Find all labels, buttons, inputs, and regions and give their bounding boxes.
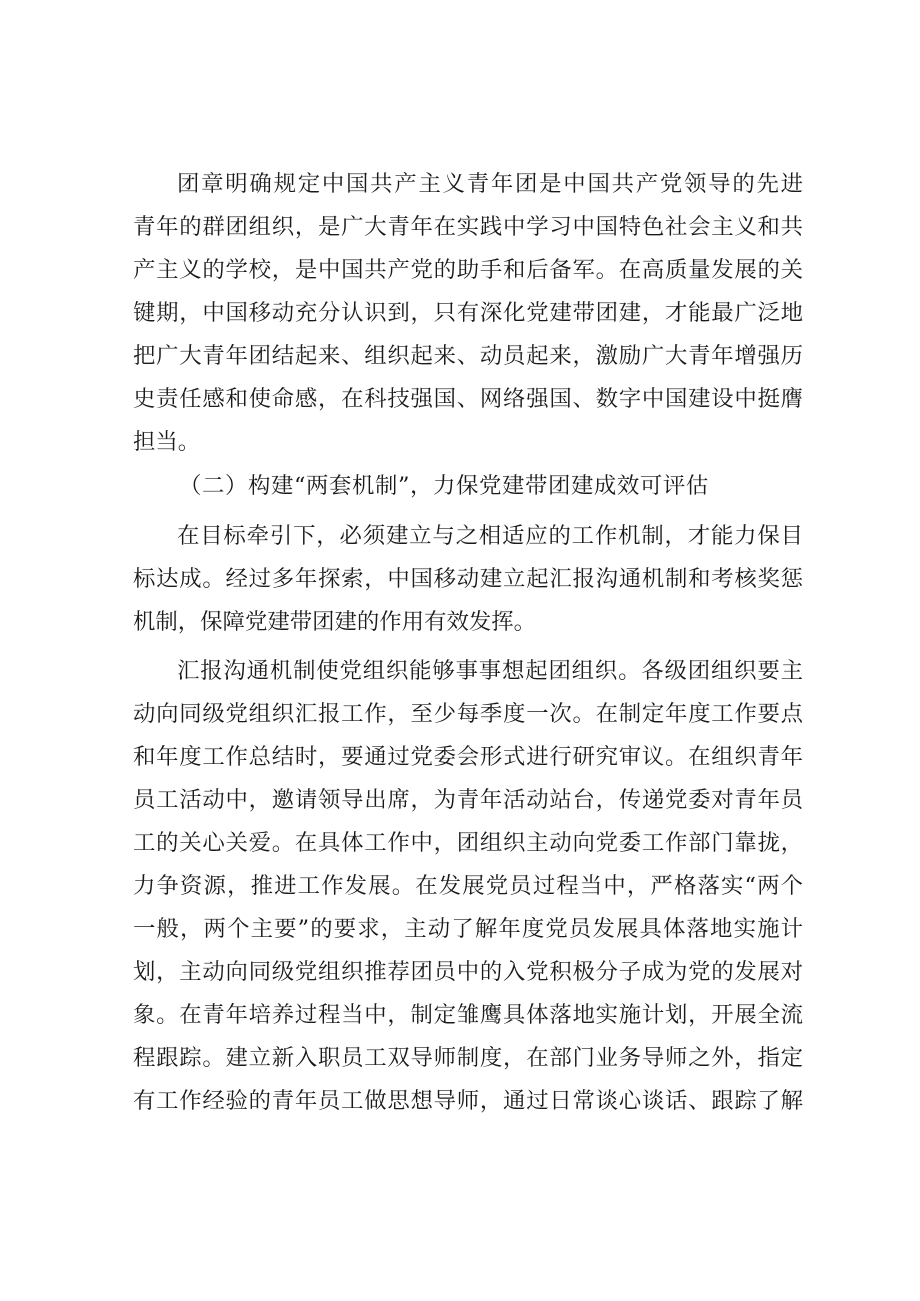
- section-heading: [133, 465, 803, 508]
- paragraph-line: 史责任感和使命感，在科技强国、网络强国、数字中国建设中挺膺: [133, 386, 803, 412]
- paragraph-1: [133, 163, 803, 464]
- paragraph-line: 和年度工作总结时，要通过党委会形式进行研究审议。在组织青年: [133, 744, 803, 770]
- paragraph-line: 员工活动中，邀请领导出席，为青年活动站台，传递党委对青年员: [133, 787, 803, 813]
- paragraph-line: 一般，两个主要”的要求，主动了解年度党员发展具体落地实施计: [133, 916, 803, 942]
- paragraph-line: 担当。: [133, 429, 201, 455]
- section-heading-text: （二）构建“两套机制”，力保党建带团建成效可评估: [179, 473, 709, 499]
- paragraph-line: 青年的群团组织，是广大青年在实践中学习中国特色社会主义和共: [133, 214, 803, 240]
- paragraph-line: 有工作经验的青年员工做思想导师，通过日常谈心谈话、跟踪了解: [133, 1088, 803, 1114]
- paragraph-line: 在目标牵引下，必须建立与之相适应的工作机制，才能力保目: [177, 523, 803, 549]
- paragraph-line: 标达成。经过多年探索，中国移动建立起汇报沟通机制和考核奖惩: [133, 566, 803, 592]
- paragraph-line: 汇报沟通机制使党组织能够事事想起团组织。各级团组织要主: [177, 658, 803, 684]
- paragraph-line: 把广大青年团结起来、组织起来、动员起来，激励广大青年增强历: [133, 343, 803, 369]
- paragraph-line: 程跟踪。建立新入职员工双导师制度，在部门业务导师之外，指定: [133, 1045, 803, 1071]
- paragraph-3: [133, 650, 803, 1123]
- paragraph-2: [133, 515, 803, 644]
- paragraph-line: 工的关心关爱。在具体工作中，团组织主动向党委工作部门靠拢，: [133, 830, 803, 856]
- paragraph-line: 产主义的学校，是中国共产党的助手和后备军。在高质量发展的关: [133, 257, 803, 283]
- paragraph-line: 动向同级党组织汇报工作，至少每季度一次。在制定年度工作要点: [133, 701, 803, 727]
- paragraph-line: 团章明确规定中国共产主义青年团是中国共产党领导的先进: [177, 171, 803, 197]
- paragraph-line: 象。在青年培养过程当中，制定雏鹰具体落地实施计划，开展全流: [133, 1002, 803, 1028]
- paragraph-line: 划，主动向同级党组织推荐团员中的入党积极分子成为党的发展对: [133, 959, 803, 985]
- paragraph-line: 键期，中国移动充分认识到，只有深化党建带团建，才能最广泛地: [133, 300, 803, 326]
- paragraph-line: 机制，保障党建带团建的作用有效发挥。: [133, 609, 537, 635]
- paragraph-line: 力争资源，推进工作发展。在发展党员过程当中，严格落实“两个: [133, 873, 803, 899]
